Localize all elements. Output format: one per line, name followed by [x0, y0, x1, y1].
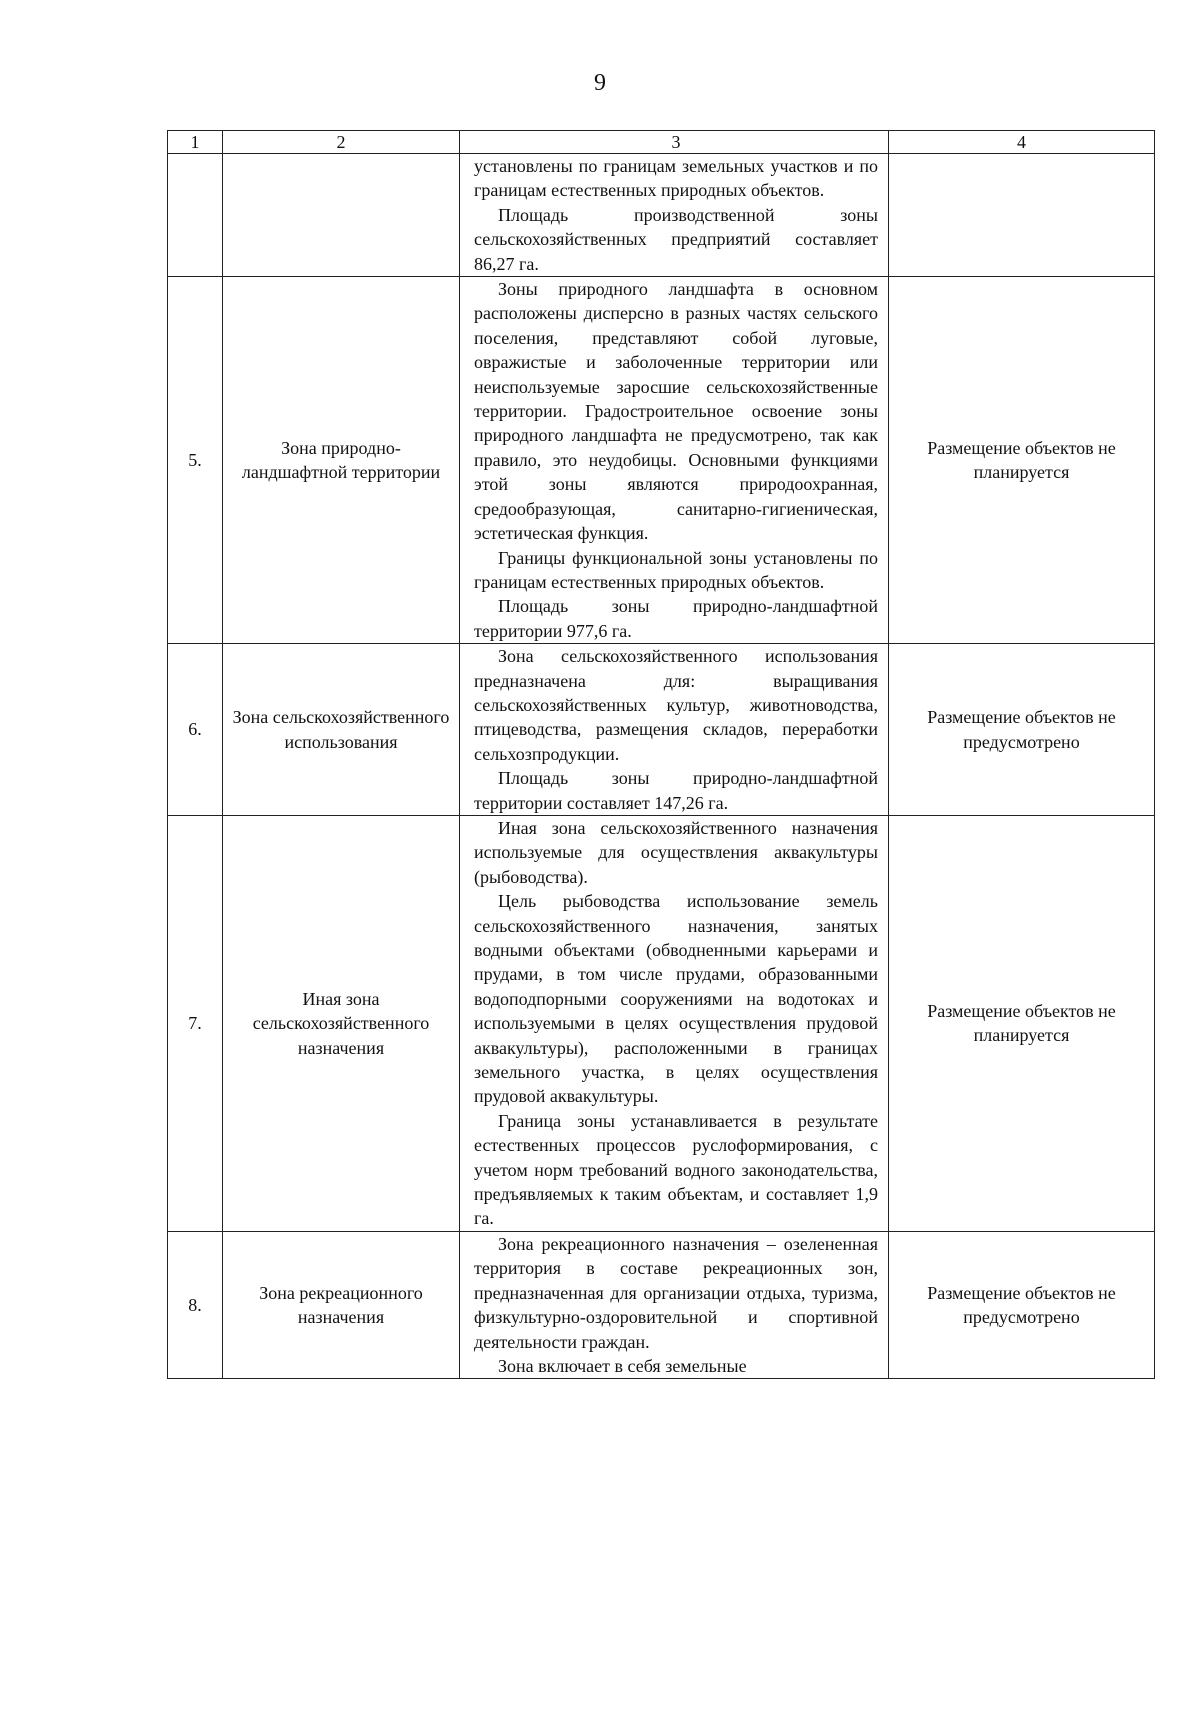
description-paragraph: установлены по границам земельных участков и по границам естественных природных объектов.	[474, 156, 878, 201]
table-row	[168, 154, 1155, 277]
zone-description	[460, 644, 889, 816]
zone-description	[460, 815, 889, 1231]
zone-number: 5.	[168, 277, 223, 644]
description-paragraph: Границы функциональной зоны установлены по границам естественных природных объектов.	[474, 547, 878, 592]
header-col-3: 3	[460, 131, 889, 154]
table-row	[168, 644, 1155, 816]
header-col-1: 1	[168, 131, 223, 154]
page-number: 9	[594, 70, 606, 96]
zone-name: Зона рекреационного назначения	[223, 1231, 460, 1378]
description-paragraph: Площадь зоны природно-ландшафтной территории составляет 147,26 га.	[474, 768, 878, 813]
header-col-4: 4	[889, 131, 1155, 154]
description-paragraph: Зона рекреационного назначения – озелененная территория в составе рекреационных зон, предназначенная для организации отдыха, туризма, физкультурно-оздоровительной и спортивной деятельности граждан.	[474, 1233, 878, 1352]
zone-name	[223, 154, 460, 277]
header-col-2: 2	[223, 131, 460, 154]
description-paragraph: Площадь производственной зоны сельскохозяйственных предприятий составляет 86,27 га.	[474, 204, 878, 274]
zone-number: 7.	[168, 815, 223, 1231]
table-header-row	[168, 131, 1155, 154]
zone-description	[460, 1231, 889, 1378]
description-paragraph: Зона сельскохозяйственного использования предназначена для: выращивания сельскохозяйственных культур, животноводства, птицеводства, размещения складов, переработки сельхозпродукции.	[474, 646, 878, 764]
description-paragraph: Зона включает в себя земельные	[498, 1355, 747, 1376]
description-paragraph: Граница зоны устанавливается в результате естественных процессов руслоформирования, с учетом норм требований водного законодательства, предъявляемых к таким объектам, и составляет 1,9 га.	[474, 1110, 878, 1229]
description-paragraph: Зоны природного ландшафта в основном расположены дисперсно в разных частях сельского поселения, представляют собой луговые, овражистые и заболоченные территории или неиспользуемые заросшие сельскохозяйственные территории. Градостроительное освоение зоны природного ландшафта не предусмотрено, так как правило, это неудобицы. Основными функциями этой зоны являются природоохранная, средообразующая, санитарно-гигиеническая, эстетическая функция.	[474, 279, 878, 544]
description-paragraph: Площадь зоны природно-ландшафтной территории 977,6 га.	[474, 596, 878, 641]
table-row	[168, 1231, 1155, 1378]
zone-number	[168, 154, 223, 277]
zone-number: 6.	[168, 644, 223, 816]
zones-table	[167, 130, 1155, 1379]
zone-name: Зона сельскохозяйственного использования	[223, 644, 460, 816]
zone-number: 8.	[168, 1231, 223, 1378]
table-row	[168, 815, 1155, 1231]
zone-placement: Размещение объектов не предусмотрено	[889, 1231, 1155, 1378]
zone-placement: Размещение объектов не планируется	[889, 277, 1155, 644]
zone-placement: Размещение объектов не планируется	[889, 815, 1155, 1231]
zone-name: Зона природно-ландшафтной территории	[223, 277, 460, 644]
description-paragraph: Иная зона сельскохозяйственного назначения используемые для осуществления аквакультуры (рыбоводства).	[474, 817, 878, 887]
zone-name: Иная зона сельскохозяйственного назначения	[223, 815, 460, 1231]
description-paragraph: Цель рыбоводства использование земель сельскохозяйственного назначения, занятых водными объектами (обводненными карьерами и прудами, в том числе прудами, образованными водоподпорными сооружениями на водотоках и используемыми в целях осуществления прудовой аквакультуры), расположенными в границах земельного участка, в целях осуществления прудовой аквакультуры.	[474, 891, 878, 1107]
table-row	[168, 277, 1155, 644]
zone-description	[460, 154, 889, 277]
zone-placement	[889, 154, 1155, 277]
zone-placement: Размещение объектов не предусмотрено	[889, 644, 1155, 816]
zone-description	[460, 277, 889, 644]
